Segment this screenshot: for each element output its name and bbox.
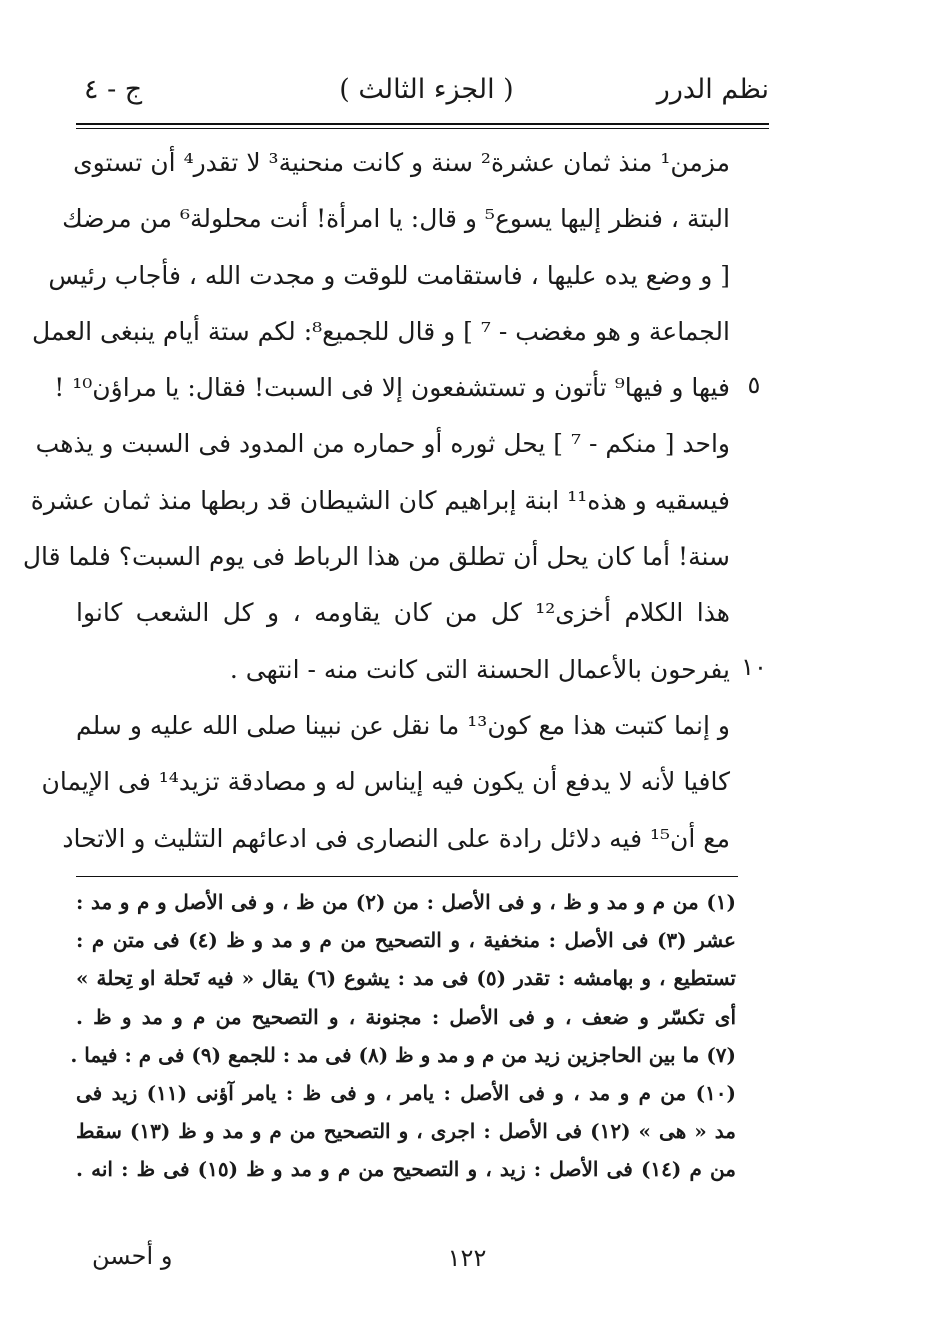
text-line: واحد [ منكم - ⁷ ] يحل ثوره أو حماره من المدود فى السبت و يذهب: [35, 429, 730, 459]
footnote-line: أى تكسّر و ضعف ، و فى الأصل : مجنونة ، و التصحيح من م و مد و ظ .: [76, 1004, 736, 1029]
footnotes: [70, 883, 737, 1189]
footnote-line: عشر (٣) فى الأصل : منخفية ، و التصحيح من م و مد و ظ (٤) فى متن م :: [76, 928, 736, 953]
footnote-line: (١٠) من م و مد ، و فى الأصل : يامر ، و فى ظ : يامر آؤنى (١١) زيد فى: [76, 1080, 736, 1105]
text-line: البتة ، فنظر إليها يسوع⁵ و قال: يا امرأة! أنت محلولة⁶ من مرضك: [62, 204, 730, 234]
text-line: هذا الكلام أخزى¹² كل من كان يقاومه ، و كل الشعب كانوا: [76, 598, 730, 628]
text-line: مزمن¹ منذ ثمان عشرة² سنة و كانت منحنية³ لا تقدر⁴ أن تستوى: [73, 148, 730, 177]
header-rule: [76, 123, 769, 129]
page-number: ١٢٢: [447, 1244, 487, 1272]
footnote-line: مد « هى » (١٢) فى الأصل : اجرى ، و التصحيح من م و مد و ظ (١٣) سقط: [76, 1119, 736, 1144]
volume-label: ج - ٤: [84, 74, 143, 105]
running-header: [84, 66, 769, 116]
text-line: فيها و فيها⁹ تأتون و تستشفعون إلا فى السبت! فقال: يا مراؤن¹⁰ !: [54, 373, 730, 403]
text-line: سنة! أما كان يحل أن تطلق من هذا الرباط فى يوم السبت؟ فلما قال: [22, 542, 730, 572]
text-line: فيسقيه و هذه¹¹ ابنة إبراهيم كان الشيطان قد ربطها منذ ثمان عشرة: [30, 485, 730, 515]
book-title: نظم الدرر: [656, 74, 769, 105]
footnote-line: تستطيع ، و بهامشه : تقدر (٥) فى مد : يشوع (٦) يقال « فيه تَحلة او تِحلة »: [76, 966, 737, 991]
text-line: مع أن¹⁵ فيه دلائل رادة على النصارى فى ادعائهم التثليث و الاتحاد: [62, 823, 730, 853]
section-title: ( الجزء الثالث ): [339, 74, 514, 105]
footnote-line: (٧) ما بين الحاجزين زيد من م و مد و ظ (٨) فى مد : للجمع (٩) فى م : فيما .: [70, 1042, 736, 1067]
footnote-line: من م (١٤) فى الأصل : زيد ، و التصحيح من م و مد و ظ (١٥) فى ظ : انه .: [76, 1157, 736, 1182]
main-text: [22, 135, 730, 867]
footnote-rule: [76, 876, 738, 877]
line-number-5: ٥: [747, 371, 761, 399]
text-line: يفرحون بالأعمال الحسنة التى كانت منه - انتهى .: [229, 654, 730, 684]
text-line: [ و وضع يده عليها ، فاستقامت للوقت و مجدت الله ، فأجاب رئيس: [48, 260, 730, 290]
text-line: كافيا لأنه لا يدفع أن يكون فيه إيناس له و مصادقة تزيد¹⁴ فى الإيمان: [41, 767, 730, 797]
line-number-10: ١٠: [741, 653, 767, 681]
catchword: و أحسن: [92, 1242, 173, 1270]
text-line: و إنما كتبت هذا مع كون¹³ ما نقل عن نبينا صلى الله عليه و سلم: [76, 710, 730, 740]
footnote-line: (١) من م و مد و ظ ، و فى الأصل : من (٢) من ظ ، و فى الأصل و م و مد :: [76, 890, 736, 914]
text-line: الجماعة و هو مغضب - ⁷ ] و قال للجميع⁸: لكم ستة أيام ينبغى العمل: [32, 316, 730, 346]
